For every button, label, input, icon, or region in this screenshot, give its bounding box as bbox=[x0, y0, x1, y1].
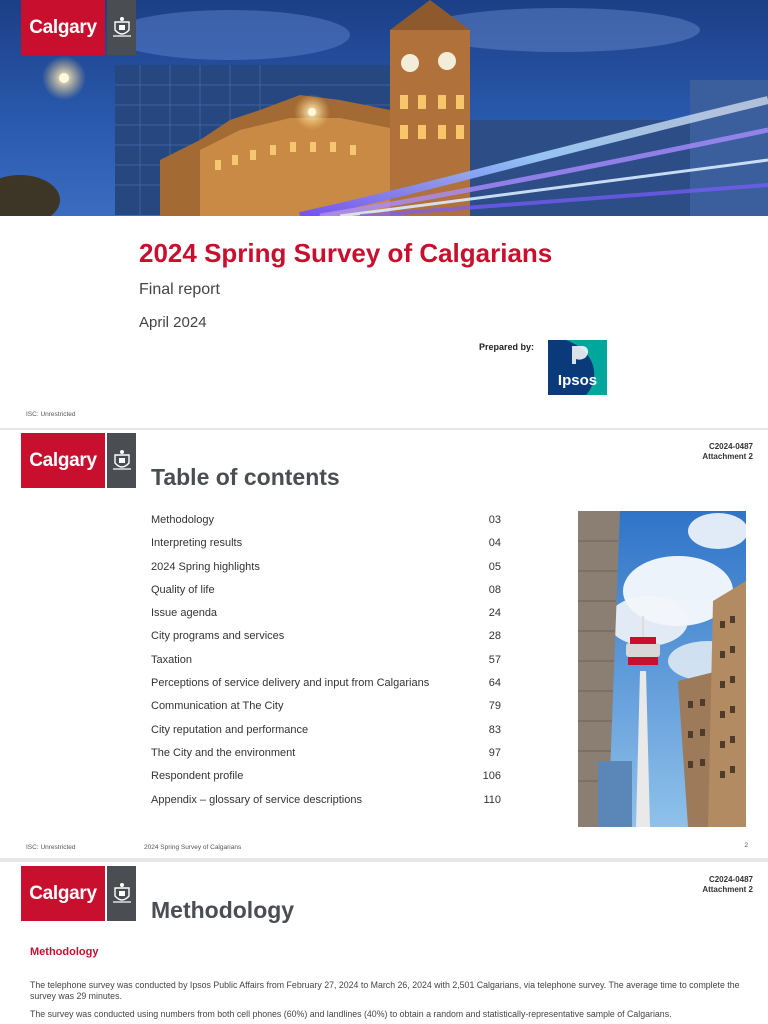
classification-label: ISC: Unrestricted bbox=[26, 411, 76, 418]
toc-entry[interactable] bbox=[151, 537, 501, 560]
reference-number: C2024-0487 bbox=[708, 875, 753, 884]
calgary-logo bbox=[21, 433, 136, 488]
city-crest-icon bbox=[107, 866, 136, 921]
toc-entry-label: Taxation bbox=[151, 653, 192, 666]
city-crest-icon bbox=[107, 0, 136, 55]
toc-entry-label: Interpreting results bbox=[151, 537, 243, 550]
footer-report-title: 2024 Spring Survey of Calgarians bbox=[144, 844, 242, 851]
toc-title: Table of contents bbox=[151, 464, 340, 490]
methodology-subheading: Methodology bbox=[30, 946, 99, 958]
toc-entry[interactable] bbox=[151, 677, 501, 700]
toc-entry-label: Issue agenda bbox=[151, 607, 218, 620]
prepared-by-label: Prepared by: bbox=[479, 342, 535, 352]
toc-entry-label: Quality of life bbox=[151, 583, 215, 596]
toc-entry-page: 04 bbox=[488, 537, 501, 550]
toc-entry-page: 57 bbox=[488, 653, 501, 666]
toc-entry-label: Communication at The City bbox=[151, 700, 284, 713]
page-number: 2 bbox=[744, 842, 748, 849]
toc-entry-page: 28 bbox=[488, 630, 501, 643]
toc-entry-page: 97 bbox=[488, 746, 501, 759]
toc-entry[interactable] bbox=[151, 724, 501, 747]
toc-entry[interactable] bbox=[151, 770, 501, 793]
svg-text:Ipsos: Ipsos bbox=[557, 372, 598, 389]
report-title: 2024 Spring Survey of Calgarians bbox=[139, 238, 553, 268]
toc-list bbox=[151, 514, 501, 817]
toc-entry-page: 08 bbox=[488, 583, 501, 596]
toc-entry[interactable] bbox=[151, 794, 501, 817]
toc-entry-page: 05 bbox=[488, 560, 501, 573]
toc-entry-label: City reputation and performance bbox=[151, 723, 309, 736]
document-reference bbox=[702, 875, 753, 894]
toc-entry-page: 64 bbox=[488, 677, 501, 690]
toc-entry-label: The City and the environment bbox=[151, 746, 296, 759]
toc-entry-page: 110 bbox=[483, 793, 501, 806]
toc-entry[interactable] bbox=[151, 747, 501, 770]
toc-entry[interactable] bbox=[151, 561, 501, 584]
toc-page bbox=[0, 430, 768, 858]
toc-entry-page: 83 bbox=[488, 723, 501, 736]
toc-entry-page: 79 bbox=[488, 700, 501, 713]
methodology-title: Methodology bbox=[151, 897, 295, 923]
city-crest-icon bbox=[107, 433, 136, 488]
toc-entry-page: 106 bbox=[482, 770, 501, 783]
attachment-label: Attachment 2 bbox=[702, 451, 753, 461]
toc-entry[interactable] bbox=[151, 607, 501, 630]
reference-number: C2024-0487 bbox=[708, 442, 753, 451]
cover-page bbox=[0, 0, 768, 428]
toc-entry-label: Methodology bbox=[151, 514, 214, 526]
methodology-paragraph: The telephone survey was conducted by Ipsos Public Affairs from February 27, 2024 to March 26, 2024 with 2,501 Calgarians, via telephone survey. The average time to complete the survey was 29 minutes. bbox=[30, 980, 740, 1002]
document-reference bbox=[702, 442, 753, 461]
toc-entry[interactable] bbox=[151, 630, 501, 653]
ipsos-logo bbox=[548, 340, 607, 395]
report-subtitle: Final report bbox=[139, 281, 220, 298]
methodology-page bbox=[0, 862, 768, 1024]
methodology-paragraph: The survey was conducted using numbers from both cell phones (60%) and landlines (40%) to obtain a random and statistically-representative sample of Calgarians. bbox=[30, 1009, 672, 1019]
toc-entry[interactable] bbox=[151, 700, 501, 723]
toc-entry-label: Perceptions of service delivery and input from Calgarians bbox=[151, 677, 430, 690]
toc-entry[interactable] bbox=[151, 654, 501, 677]
report-date: April 2024 bbox=[139, 314, 207, 331]
toc-entry-label: City programs and services bbox=[151, 630, 285, 643]
toc-entry[interactable] bbox=[151, 514, 501, 537]
toc-entry-label: Appendix – glossary of service descriptions bbox=[151, 793, 362, 806]
calgary-tower-photo bbox=[578, 511, 746, 827]
footer-classification: ISC: Unrestricted bbox=[26, 844, 76, 851]
toc-entry-label: Respondent profile bbox=[151, 770, 244, 783]
toc-entry-page: 03 bbox=[488, 514, 501, 526]
toc-entry[interactable] bbox=[151, 584, 501, 607]
calgary-logo bbox=[21, 866, 136, 921]
toc-entry-page: 24 bbox=[488, 607, 501, 620]
calgary-wordmark: Calgary bbox=[21, 0, 105, 55]
calgary-wordmark: Calgary bbox=[21, 866, 105, 921]
calgary-logo bbox=[21, 0, 136, 55]
toc-entry-label: 2024 Spring highlights bbox=[151, 560, 260, 573]
calgary-wordmark: Calgary bbox=[21, 433, 105, 488]
attachment-label: Attachment 2 bbox=[702, 884, 753, 894]
